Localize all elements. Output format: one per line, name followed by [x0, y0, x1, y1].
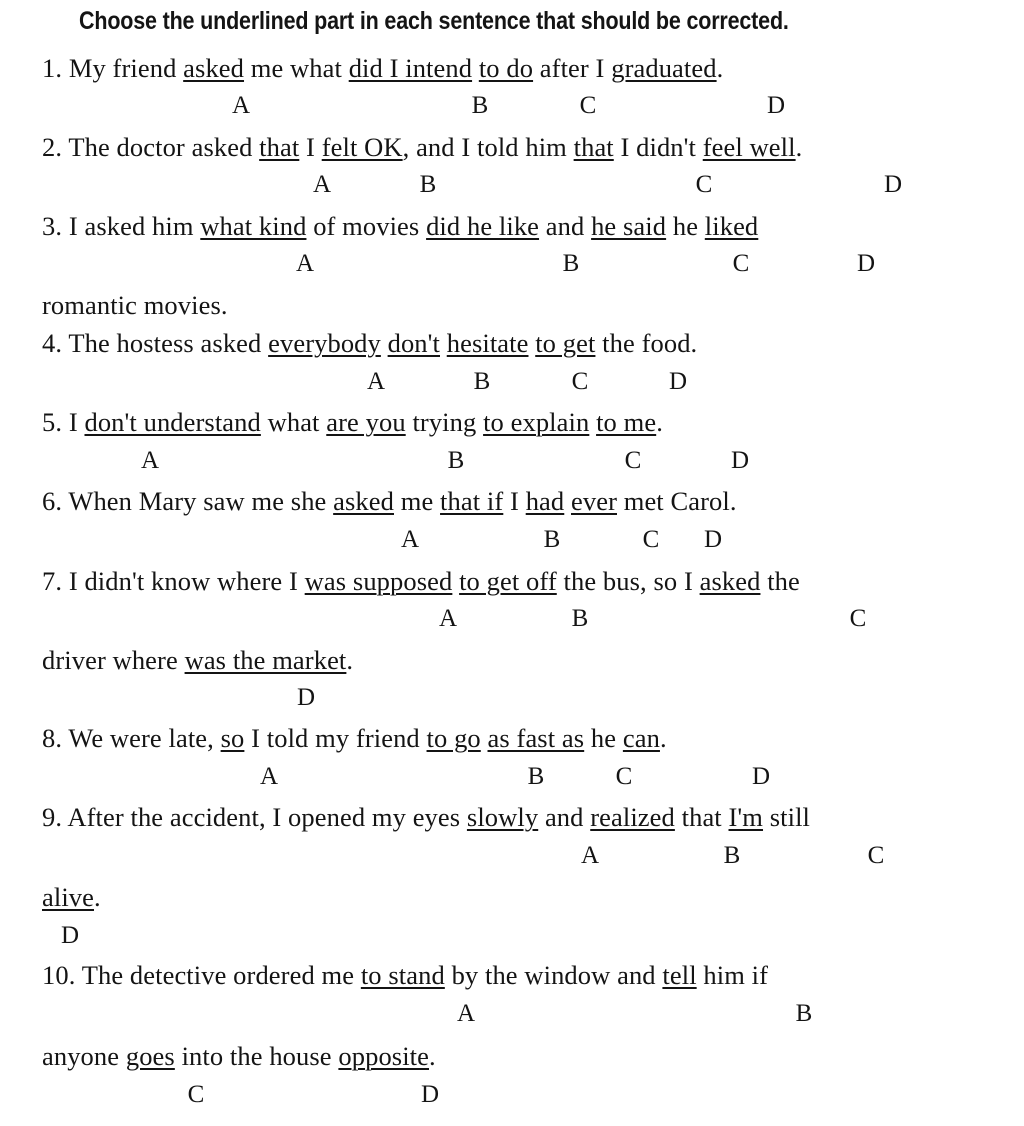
option-d-underlined[interactable]: alive — [42, 882, 94, 912]
sentence-text: . — [346, 645, 354, 675]
option-c-underlined[interactable]: goes — [125, 1041, 175, 1071]
option-d-label[interactable]: D — [296, 684, 316, 711]
option-c-underlined[interactable]: hesitate — [446, 328, 529, 358]
sentence-text: and — [544, 802, 584, 832]
option-a-underlined[interactable]: to stand — [360, 960, 445, 990]
option-d-underlined[interactable]: was the market — [184, 645, 347, 675]
option-c-underlined[interactable]: I'm — [728, 802, 764, 832]
option-d-label[interactable]: D — [703, 526, 723, 553]
option-d-label[interactable]: D — [883, 171, 903, 198]
option-c-label[interactable]: C — [187, 1081, 205, 1108]
option-b-underlined[interactable]: to get off — [459, 566, 557, 596]
sentence-text: After the accident, I opened my eyes — [67, 802, 461, 832]
question-number: 8. — [42, 723, 63, 753]
option-c-label[interactable]: C — [571, 368, 589, 395]
option-c-label[interactable]: C — [624, 447, 642, 474]
option-a-underlined[interactable]: was supposed — [304, 566, 453, 596]
sentence-text: . — [716, 53, 724, 83]
sentence-text: into the house — [181, 1041, 332, 1071]
option-b-underlined[interactable]: don't — [387, 328, 440, 358]
sentence-text: I told my friend — [251, 723, 420, 753]
sentence-text: When Mary saw me she — [68, 486, 327, 516]
option-b-underlined[interactable]: did I intend — [348, 53, 473, 83]
option-a-underlined[interactable]: so — [220, 723, 245, 753]
option-a-label[interactable]: A — [456, 1000, 476, 1027]
option-a-label[interactable]: A — [438, 605, 458, 632]
page-title: Choose the underlined part in each sentence that should be corrected. — [79, 7, 789, 35]
option-d-underlined[interactable]: to me — [596, 407, 657, 437]
sentence-text: what — [267, 407, 320, 437]
option-d-label[interactable]: D — [766, 92, 786, 119]
question-number: 2. — [42, 132, 63, 162]
option-c-underlined[interactable]: to do — [478, 53, 534, 83]
question-8 — [42, 722, 667, 754]
sentence-text: the food. — [602, 328, 698, 358]
option-d-underlined[interactable]: feel well — [702, 132, 796, 162]
option-b-label[interactable]: B — [419, 171, 437, 198]
sentence-text: after I — [539, 53, 605, 83]
question-5 — [42, 406, 663, 438]
option-c-label[interactable]: C — [615, 763, 633, 790]
option-c-underlined[interactable]: asked — [699, 566, 761, 596]
option-c-underlined[interactable]: he said — [591, 211, 667, 241]
sentence-text: me — [400, 486, 434, 516]
sentence-text: by the window and — [451, 960, 656, 990]
option-b-underlined[interactable]: felt OK — [321, 132, 403, 162]
option-b-label[interactable]: B — [447, 447, 465, 474]
question-4 — [42, 327, 697, 359]
option-a-underlined[interactable]: asked — [183, 53, 245, 83]
option-a-label[interactable]: A — [580, 842, 600, 869]
sentence-text: that — [681, 802, 722, 832]
option-d-underlined[interactable]: ever — [571, 486, 617, 516]
option-a-label[interactable]: A — [259, 763, 279, 790]
option-a-underlined[interactable]: what kind — [200, 211, 307, 241]
option-a-label[interactable]: A — [400, 526, 420, 553]
sentence-text: I — [68, 407, 78, 437]
sentence-text: The doctor asked — [68, 132, 253, 162]
option-a-underlined[interactable]: slowly — [466, 802, 539, 832]
sentence-text: met Carol. — [623, 486, 737, 516]
option-d-label[interactable]: D — [856, 250, 876, 277]
option-b-underlined[interactable]: realized — [590, 802, 675, 832]
option-a-label[interactable]: A — [140, 447, 160, 474]
option-d-underlined[interactable]: can — [622, 723, 660, 753]
option-d-label[interactable]: D — [730, 447, 750, 474]
option-d-underlined[interactable]: liked — [704, 211, 759, 241]
question-9 — [42, 801, 810, 833]
question-10-continuation — [42, 1040, 436, 1072]
option-b-label[interactable]: B — [795, 1000, 813, 1027]
question-number: 4. — [42, 328, 63, 358]
option-c-label[interactable]: C — [732, 250, 750, 277]
question-number: 7. — [42, 566, 63, 596]
option-d-underlined[interactable]: graduated — [611, 53, 717, 83]
sentence-text: of movies — [313, 211, 420, 241]
sentence-text: still — [769, 802, 811, 832]
option-b-underlined[interactable]: are you — [326, 407, 406, 437]
option-a-underlined[interactable]: everybody — [268, 328, 381, 358]
sentence-text: . — [795, 132, 803, 162]
sentence-text: We were late, — [68, 723, 214, 753]
option-c-label[interactable]: C — [849, 605, 867, 632]
option-c-label[interactable]: C — [695, 171, 713, 198]
option-b-label[interactable]: B — [571, 605, 589, 632]
question-7 — [42, 565, 800, 597]
question-7-continuation — [42, 644, 353, 676]
question-number: 1. — [42, 53, 63, 83]
option-d-label[interactable]: D — [751, 763, 771, 790]
option-a-underlined[interactable]: asked — [333, 486, 394, 516]
option-b-underlined[interactable]: did he like — [426, 211, 540, 241]
sentence-text: My friend — [68, 53, 177, 83]
option-d-label[interactable]: D — [60, 922, 80, 949]
option-b-label[interactable]: B — [473, 368, 491, 395]
question-3 — [42, 210, 758, 242]
option-a-underlined[interactable]: that — [259, 132, 300, 162]
option-a-label[interactable]: A — [312, 171, 332, 198]
option-c-underlined[interactable]: had — [525, 486, 565, 516]
question-number: 9. — [42, 802, 63, 832]
option-a-label[interactable]: A — [366, 368, 386, 395]
option-b-underlined[interactable]: tell — [662, 960, 697, 990]
sentence-text: I — [510, 486, 519, 516]
question-number: 10. — [42, 960, 76, 990]
sentence-text: The hostess asked — [68, 328, 262, 358]
option-d-underlined[interactable]: opposite — [338, 1041, 429, 1071]
sentence-text: I asked him — [68, 211, 194, 241]
option-c-label[interactable]: C — [867, 842, 885, 869]
question-9-continuation — [42, 881, 101, 913]
sentence-text: he — [672, 211, 699, 241]
option-b-label[interactable]: B — [471, 92, 489, 119]
option-b-label[interactable]: B — [527, 763, 545, 790]
question-3-continuation: romantic movies. — [42, 290, 228, 320]
option-c-underlined[interactable]: that — [573, 132, 614, 162]
option-d-label[interactable]: D — [668, 368, 688, 395]
sentence-text: I didn't know where I — [68, 566, 298, 596]
question-6 — [42, 485, 737, 517]
sentence-text: . — [656, 407, 663, 437]
sentence-text: driver where — [42, 645, 178, 675]
option-b-label[interactable]: B — [723, 842, 741, 869]
question-2 — [42, 131, 802, 163]
sentence-text: the bus, so I — [563, 566, 693, 596]
option-c-underlined[interactable]: as fast as — [487, 723, 585, 753]
option-b-label[interactable]: B — [562, 250, 580, 277]
sentence-text: anyone — [42, 1041, 120, 1071]
sentence-text: he — [590, 723, 617, 753]
sentence-text: . — [94, 882, 101, 912]
option-c-label[interactable]: C — [579, 92, 597, 119]
sentence-text: The detective ordered me — [81, 960, 355, 990]
option-a-underlined[interactable]: don't understand — [84, 407, 261, 437]
question-number: 5. — [42, 407, 63, 437]
sentence-text: him if — [703, 960, 769, 990]
sentence-text: I didn't — [620, 132, 696, 162]
option-c-underlined[interactable]: to explain — [483, 407, 590, 437]
option-a-label[interactable]: A — [231, 92, 251, 119]
question-number: 6. — [42, 486, 63, 516]
option-b-label[interactable]: B — [543, 526, 561, 553]
sentence-text: me what — [250, 53, 342, 83]
option-d-label[interactable]: D — [420, 1081, 440, 1108]
question-10 — [42, 959, 768, 991]
sentence-text: the — [767, 566, 800, 596]
option-b-underlined[interactable]: that if — [440, 486, 504, 516]
sentence-text: trying — [412, 407, 477, 437]
sentence-text: . — [659, 723, 667, 753]
question-number: 3. — [42, 211, 63, 241]
option-c-label[interactable]: C — [642, 526, 660, 553]
sentence-text: , and I told him — [402, 132, 567, 162]
question-1 — [42, 52, 723, 84]
sentence-text: I — [306, 132, 315, 162]
option-d-underlined[interactable]: to get — [535, 328, 596, 358]
sentence-text: . — [429, 1041, 436, 1071]
sentence-text: and — [545, 211, 585, 241]
option-b-underlined[interactable]: to go — [426, 723, 481, 753]
option-a-label[interactable]: A — [295, 250, 315, 277]
